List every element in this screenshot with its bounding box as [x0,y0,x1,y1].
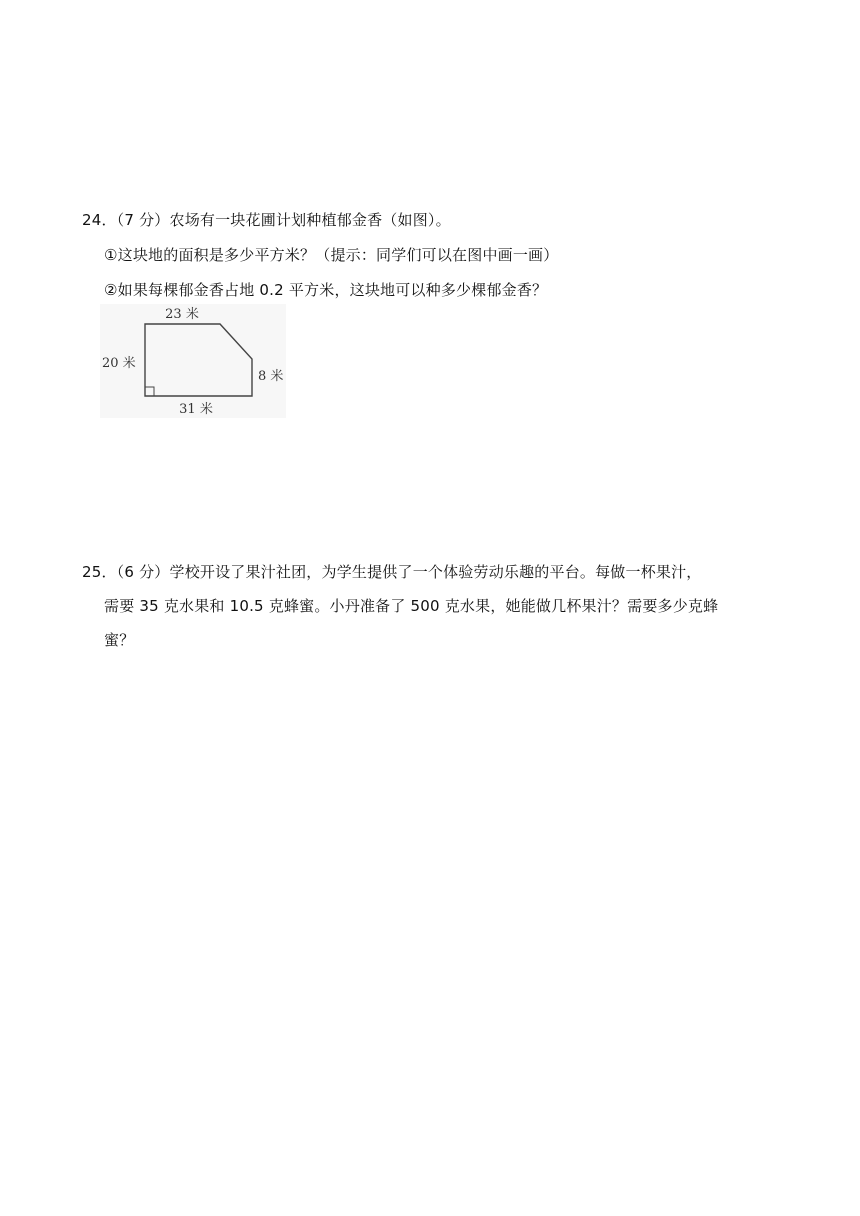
label-left: 20 米 [102,356,136,371]
q24-part1: ①这块地的面积是多少平方米？（提示：同学们可以在图中画一画） [104,246,559,264]
label-right: 8 米 [258,369,284,384]
label-bottom: 31 米 [179,402,213,417]
flowerbed-figure [100,304,286,418]
q24-part2: ②如果每棵郁金香占地 0.2 平方米，这块地可以种多少棵郁金香？ [104,281,548,299]
q25-line1: 25．（6 分）学校开设了果汁社团，为学生提供了一个体验劳动乐趣的平台。每做一杯果汁， [82,563,702,581]
q25-line3: 蜜？ [104,631,135,649]
flowerbed-diagram [100,304,286,418]
q24-title: 24．（7 分）农场有一块花圃计划种植郁金香（如图）。 [82,211,451,229]
label-top: 23 米 [165,307,199,322]
q25-line2: 需要 35 克水果和 10.5 克蜂蜜。小丹准备了 500 克水果，她能做几杯果汁？需要多少克蜂 [104,597,719,615]
